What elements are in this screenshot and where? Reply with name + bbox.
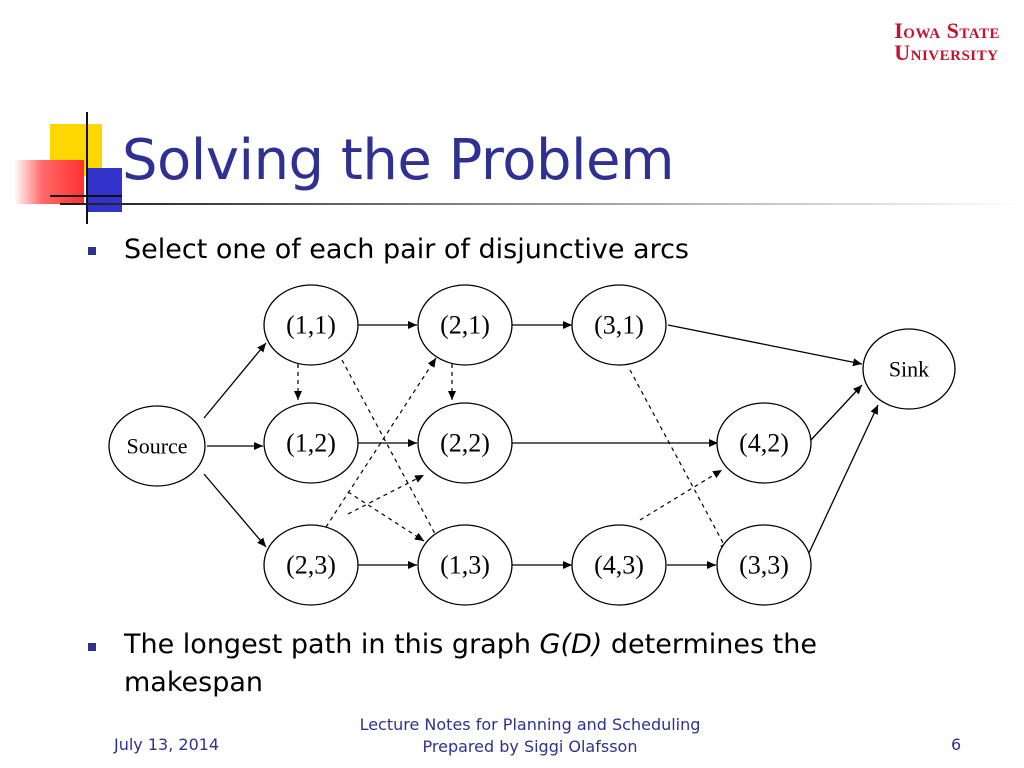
- node-1-3-label: (1,3): [440, 550, 490, 580]
- arc-n31-sink: [668, 325, 862, 364]
- footer-course-title: Lecture Notes for Planning and Scheduling: [359, 715, 701, 734]
- bullet-text-2-post: determines the: [602, 629, 817, 660]
- node-2-1-label: (2,1): [440, 310, 490, 340]
- arc-n43-n42-dashed: [640, 470, 722, 520]
- arc-n31-n33-dashed: [630, 370, 728, 552]
- arc-n42-sink: [810, 385, 862, 441]
- bullet-text-2-pre: The longest path in this graph: [124, 629, 540, 660]
- footer-center: [312, 714, 748, 758]
- node-1-2-label: (1,2): [286, 428, 336, 458]
- bullet-marker-2: [88, 643, 96, 651]
- node-1-1-label: (1,1): [286, 310, 336, 340]
- footer-date: July 13, 2014: [114, 735, 220, 754]
- node-4-3-label: (4,3): [594, 550, 644, 580]
- node-2-2-label: (2,2): [440, 428, 490, 458]
- bullet-text-2: [124, 626, 817, 664]
- node-3-3-label: (3,3): [739, 550, 789, 580]
- logo-line-2: University: [894, 40, 999, 65]
- bullet-text-2-emphasis: G(D): [539, 629, 603, 660]
- footer-page-number: 6: [951, 735, 962, 754]
- bullet-text-1: Select one of each pair of disjunctive arcs: [124, 234, 689, 265]
- node-sink-label: Sink: [888, 356, 930, 382]
- arc-source-n23: [204, 474, 266, 547]
- footer-author: Prepared by Siggi Olafsson: [422, 737, 638, 756]
- arc-n23-n22-dashed: [348, 475, 424, 514]
- logo-line-1: Iowa State: [894, 18, 1000, 43]
- graph-nodes: [109, 285, 955, 605]
- arc-n33-sink: [808, 405, 878, 555]
- arc-n12-n13-dashed: [348, 492, 424, 541]
- bullet-text-2-line-2: makespan: [124, 667, 263, 698]
- node-2-3-label: (2,3): [286, 550, 336, 580]
- node-3-1-label: (3,1): [594, 310, 644, 340]
- slide-title: Solving the Problem: [122, 128, 675, 193]
- disjunctive-arcs: [298, 358, 728, 552]
- node-source-label: Source: [126, 433, 188, 459]
- arc-source-n11: [204, 343, 266, 418]
- node-4-2-label: (4,2): [739, 428, 789, 458]
